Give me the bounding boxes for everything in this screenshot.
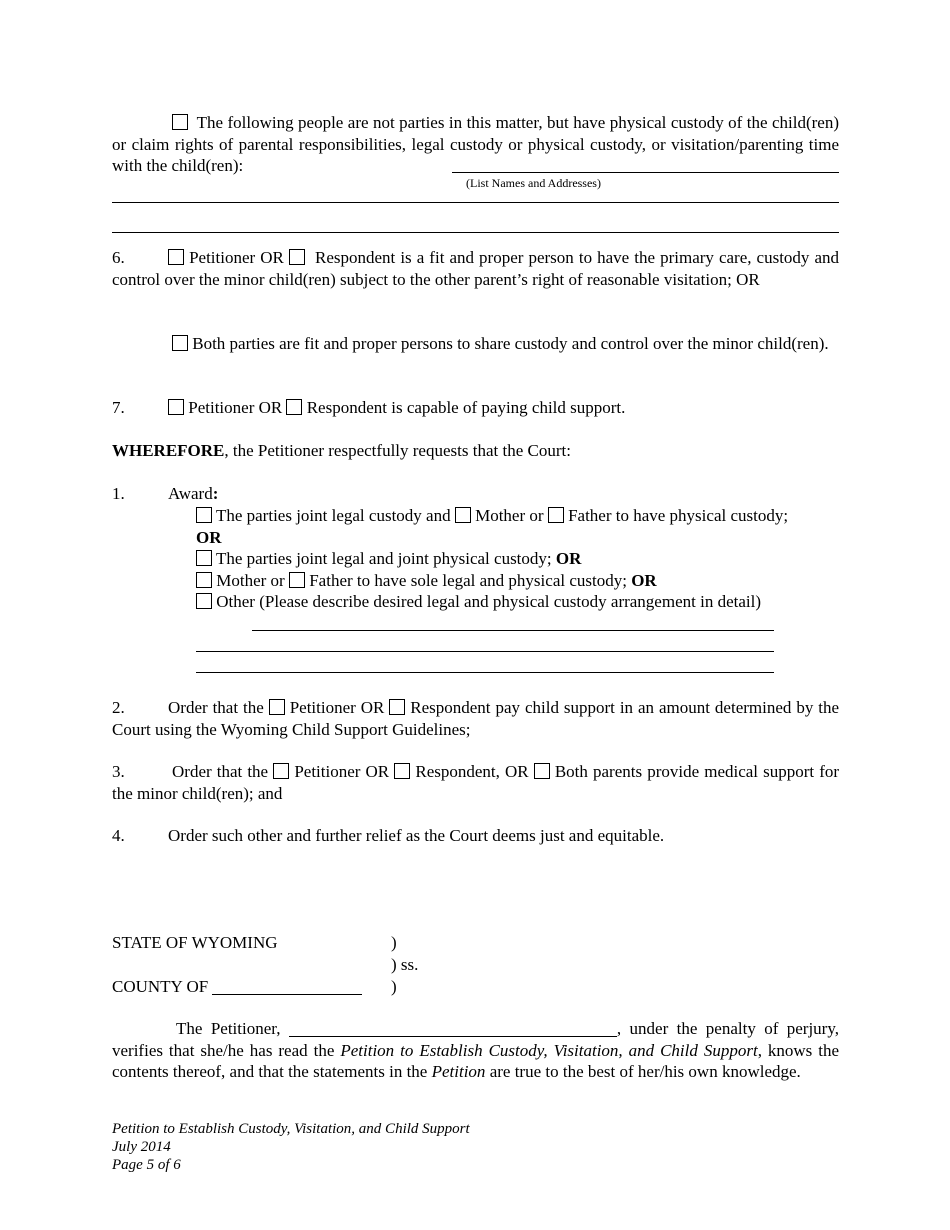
other-checkbox[interactable]	[196, 593, 212, 609]
page-footer	[112, 1120, 470, 1174]
request4-paragraph	[112, 825, 839, 847]
option-a-mother-label: Mother or	[475, 506, 544, 525]
verification-petition-word: Petition	[431, 1062, 486, 1081]
request1-label: Award	[168, 484, 213, 503]
request1-colon: :	[212, 484, 219, 503]
request1-option-a	[196, 505, 796, 548]
item6-both-checkbox[interactable]	[172, 335, 188, 351]
county-blank[interactable]	[212, 978, 362, 995]
nonparties-blank-line-1[interactable]	[452, 172, 839, 173]
request2-respondent-checkbox[interactable]	[389, 699, 405, 715]
verification-text-2: , knows the contents thereof, and that the statements in the	[112, 1040, 840, 1081]
verification-petition-title: Petition to Establish Custody, Visitation, and Child Support	[340, 1040, 758, 1060]
item7-petitioner-checkbox[interactable]	[168, 399, 184, 415]
joint-physical-label: The parties joint legal and joint physical custody;	[215, 549, 552, 568]
request1-option-b	[196, 548, 796, 570]
option-c-mother-label: Mother or	[216, 570, 285, 590]
request1-heading	[112, 483, 218, 505]
request3-paragraph	[112, 761, 839, 804]
nonparties-paragraph	[112, 112, 839, 177]
joint-legal-label: The parties joint legal custody and	[215, 506, 451, 525]
venue-county-line	[112, 976, 362, 998]
other-label: Other (Please describe desired legal and physical custody arrangement in detail)	[216, 592, 761, 611]
request2-intro: Order that the	[168, 698, 264, 717]
request3-petitioner-checkbox[interactable]	[273, 763, 289, 779]
request3-both-checkbox[interactable]	[534, 763, 550, 779]
option-a-or: OR	[196, 527, 222, 547]
request3-number: 3.	[112, 762, 125, 781]
option-a-father-checkbox[interactable]	[548, 507, 564, 523]
verification-text-1: , under the penalty of perjury, verifies that she/he has read the	[112, 1019, 839, 1060]
footer-page-number: Page 5 of 6	[112, 1157, 181, 1173]
option-b-or: OR	[555, 549, 582, 568]
request3-petitioner-label: Petitioner OR	[294, 762, 390, 781]
joint-physical-checkbox[interactable]	[196, 550, 212, 566]
option-a-mother-checkbox[interactable]	[455, 507, 471, 523]
request1-option-c	[196, 570, 796, 592]
footer-date: July 2014	[112, 1139, 171, 1155]
request3-respondent-label: Respondent, OR	[415, 762, 529, 781]
request3-text: Both parents provide medical support for the minor child(ren); and	[112, 762, 840, 803]
other-blank-line-1[interactable]	[252, 630, 774, 631]
option-c-or: OR	[631, 570, 657, 590]
item6-paragraph	[112, 247, 839, 290]
request2-paragraph	[112, 697, 839, 740]
item6-text: Respondent is a fit and proper person to have the primary care, custody and control over the minor child(ren) subject to the other parent’s right of reasonable visitation; OR	[112, 248, 840, 289]
request1-number: 1.	[112, 484, 125, 503]
request2-text: Respondent pay child support in an amount determined by the Court using the Wyoming Child Support Guidelines;	[112, 698, 840, 739]
nonparties-blank-line-3[interactable]	[112, 232, 839, 233]
option-a-father-label: Father to have physical custody;	[568, 506, 789, 525]
item6-both-paragraph	[112, 333, 839, 355]
item7-number: 7.	[112, 398, 125, 417]
item6-respondent-checkbox[interactable]	[289, 249, 305, 265]
request4-text: Order such other and further relief as the Court deems just and equitable.	[168, 826, 665, 845]
joint-legal-checkbox[interactable]	[196, 507, 212, 523]
nonparties-checkbox[interactable]	[172, 114, 188, 130]
other-blank-line-3[interactable]	[196, 672, 774, 673]
verification-text-3: are true to the best of her/his own knowledge.	[489, 1062, 801, 1081]
request3-intro: Order that the	[172, 762, 269, 781]
item6-petitioner-checkbox[interactable]	[168, 249, 184, 265]
option-c-father-checkbox[interactable]	[289, 572, 305, 588]
item7-text: Respondent is capable of paying child support.	[306, 398, 626, 417]
item7-petitioner-label: Petitioner OR	[188, 398, 283, 417]
request2-petitioner-label: Petitioner OR	[289, 698, 385, 717]
item6-number: 6.	[112, 248, 125, 267]
option-c-mother-checkbox[interactable]	[196, 572, 212, 588]
footer-title: Petition to Establish Custody, Visitation, and Child Support	[112, 1121, 470, 1137]
nonparties-text: The following people are not parties in this matter, but have physical custody of the child(ren) or claim rights of parental responsibilities, legal custody or physical custody, or visitation/parenting time with the child(ren):	[112, 113, 839, 175]
venue-ss: ) ss.	[391, 955, 419, 974]
item7-respondent-checkbox[interactable]	[286, 399, 302, 415]
item6-petitioner-label: Petitioner OR	[189, 248, 284, 267]
item7-paragraph	[112, 397, 839, 419]
wherefore-line	[112, 440, 571, 462]
venue-paren-2: )	[391, 977, 397, 996]
item6-both-text: Both parties are fit and proper persons to share custody and control over the minor child(ren).	[192, 334, 829, 353]
petitioner-name-blank[interactable]	[289, 1020, 617, 1037]
request1-option-d	[196, 591, 776, 613]
request1-options	[196, 505, 796, 613]
nonparties-blank-line-2[interactable]	[112, 202, 839, 203]
request2-number: 2.	[112, 698, 125, 717]
nonparties-caption: (List Names and Addresses)	[466, 176, 601, 190]
verification-intro: The Petitioner,	[176, 1019, 281, 1038]
venue-state: STATE OF WYOMING	[112, 933, 278, 952]
other-blank-line-2[interactable]	[196, 651, 774, 652]
request4-number: 4.	[112, 826, 125, 845]
wherefore-rest: , the Petitioner respectfully requests that the Court:	[224, 441, 571, 460]
option-c-father-label: Father to have sole legal and physical custody;	[309, 570, 627, 590]
verification-paragraph	[112, 1018, 839, 1083]
venue-paren-1: )	[391, 933, 397, 952]
wherefore-bold: WHEREFORE	[112, 441, 225, 460]
request2-petitioner-checkbox[interactable]	[269, 699, 285, 715]
venue-county: COUNTY OF	[112, 977, 209, 996]
request3-respondent-checkbox[interactable]	[394, 763, 410, 779]
